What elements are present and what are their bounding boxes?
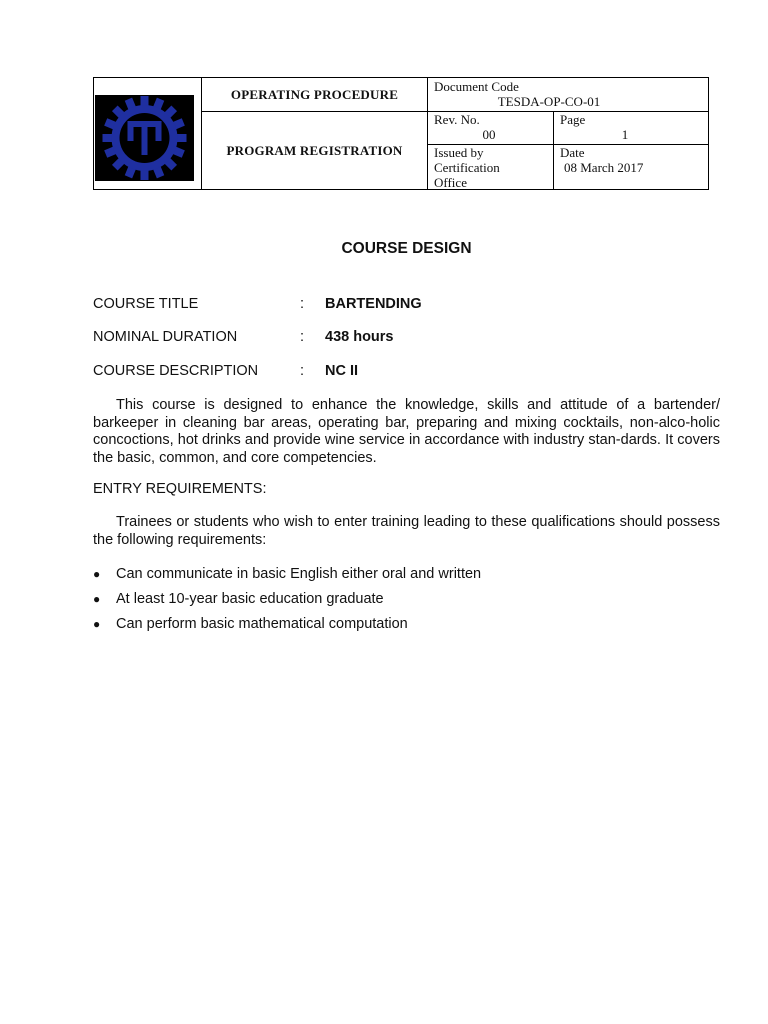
tesda-gear-logo-icon	[95, 95, 194, 181]
logo-figure	[128, 127, 134, 141]
date-value: 08 March 2017	[564, 160, 644, 175]
entry-requirements-intro: Trainees or students who wish to enter training leading to these qualifications should possess the following requirements:	[93, 514, 720, 548]
field-colon: :	[300, 329, 305, 345]
issued-by-line: Issued by	[434, 145, 484, 160]
page-label: Page	[560, 112, 586, 127]
field-colon: :	[300, 363, 305, 379]
issued-by-line: Certification	[434, 160, 500, 175]
field-value: NC II	[325, 363, 359, 379]
field-value: 438 hours	[325, 329, 394, 345]
course-description-paragraph: This course is designed to enhance the knowledge, skills and attitude of a bartender/ barkeeper in cleaning bar areas, operating bar, preparing and mixing cocktails, non-alco-holic concoctions, hot drinks and provide wine service in accordance with industry stan-dards. It covers the basic, common, and core competencies.	[93, 397, 720, 466]
document-header-table	[93, 77, 709, 190]
entry-requirements-heading: ENTRY REQUIREMENTS:	[93, 481, 267, 497]
field-label: COURSE TITLE	[93, 296, 199, 312]
field-label: COURSE DESCRIPTION	[93, 363, 259, 379]
issued-by-label	[434, 145, 554, 190]
rev-no-label: Rev. No.	[434, 112, 480, 127]
field-colon: :	[300, 296, 305, 312]
header-divider	[427, 78, 428, 189]
bullet-icon: ●	[93, 617, 101, 631]
bullet-icon: ●	[93, 567, 101, 581]
gear-logo-svg	[95, 95, 194, 181]
requirement-text: At least 10-year basic education graduate	[116, 591, 384, 607]
program-registration-title: PROGRAM REGISTRATION	[226, 142, 403, 158]
rev-no-value: 00	[482, 127, 496, 142]
page-number-value: 1	[621, 127, 629, 142]
field-value: BARTENDING	[325, 296, 422, 312]
course-design-heading: COURSE DESIGN	[341, 240, 472, 257]
logo-figure	[142, 121, 148, 155]
requirement-text: Can communicate in basic English either oral and written	[116, 566, 482, 582]
requirement-text: Can perform basic mathematical computation	[116, 616, 408, 632]
document-code-label: Document Code	[434, 79, 519, 94]
issued-by-line: Office	[434, 175, 467, 190]
field-label: NOMINAL DURATION	[93, 329, 238, 345]
date-label: Date	[560, 145, 585, 160]
document-code-value: TESDA-OP-CO-01	[497, 94, 601, 109]
logo-cell	[94, 78, 201, 189]
bullet-icon: ●	[93, 592, 101, 606]
operating-procedure-title: OPERATING PROCEDURE	[230, 87, 399, 102]
logo-figure	[156, 127, 162, 141]
